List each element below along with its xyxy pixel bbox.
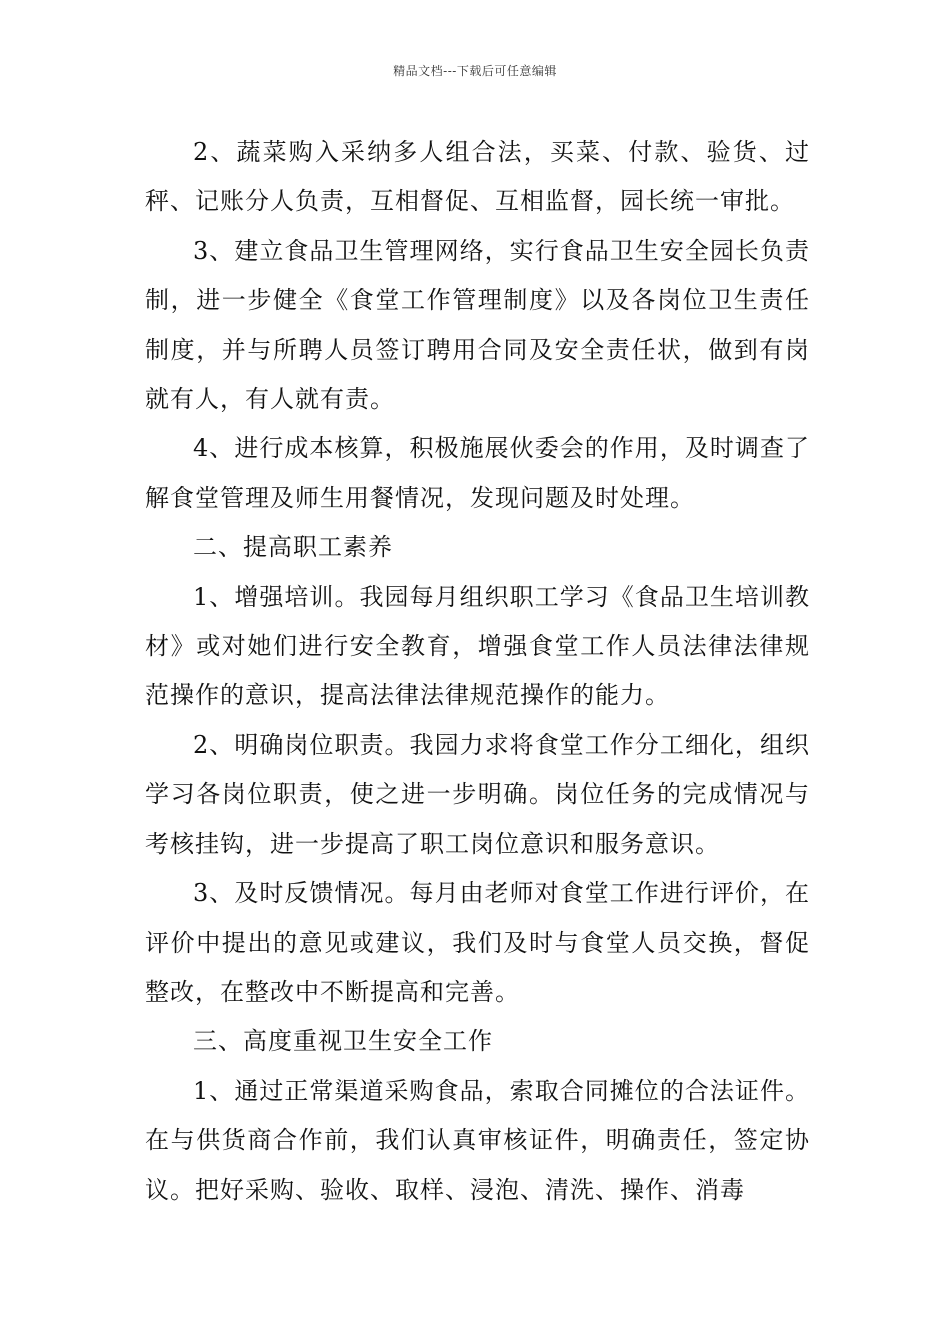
paragraph-job-responsibilities: 2、明确岗位职责。我园力求将食堂工作分工细化，组织学习各岗位职责，使之进一步明确。岗位任务的完成情况与考核挂钩，进一步提高了职工岗位意识和服务意识。 — [145, 730, 810, 858]
page-header: 精品文档---下载后可任意编辑 — [393, 64, 557, 78]
paragraph-training: 1、增强培训。我园每月组织职工学习《食品卫生培训教材》或对她们进行安全教育，增强食堂工作人员法律法律规范操作的意识，提高法律法律规范操作的能力。 — [145, 582, 810, 710]
paragraph-food-safety-network: 3、建立食品卫生管理网络，实行食品卫生安全园长负责制，进一步健全《食堂工作管理制度》以及各岗位卫生责任制度，并与所聘人员签订聘用合同及安全责任状，做到有岗就有人，有人就有责。 — [145, 236, 810, 414]
paragraph-vegetable-purchasing: 2、蔬菜购入采纳多人组合法，买菜、付款、验货、过秤、记账分人负责，互相督促、互相监督，园长统一审批。 — [145, 138, 810, 216]
paragraph-procurement-channels: 1、通过正常渠道采购食品，索取合同摊位的合法证件。在与供货商合作前，我们认真审核证件，明确责任，签定协议。把好采购、验收、取样、浸泡、清洗、操作、消毒 — [145, 1076, 810, 1204]
document-body — [145, 128, 810, 1215]
paragraph-feedback: 3、及时反馈情况。每月由老师对食堂工作进行评价，在评价中提出的意见或建议，我们及时与食堂人员交换，督促整改，在整改中不断提高和完善。 — [145, 879, 810, 1006]
section-heading-hygiene-safety: 三、高度重视卫生安全工作 — [193, 1027, 493, 1056]
paragraph-cost-accounting: 4、进行成本核算，积极施展伙委会的作用，及时调查了解食堂管理及师生用餐情况，发现问题及时处理。 — [145, 434, 810, 512]
section-heading-staff-quality: 二、提高职工素养 — [193, 533, 393, 562]
